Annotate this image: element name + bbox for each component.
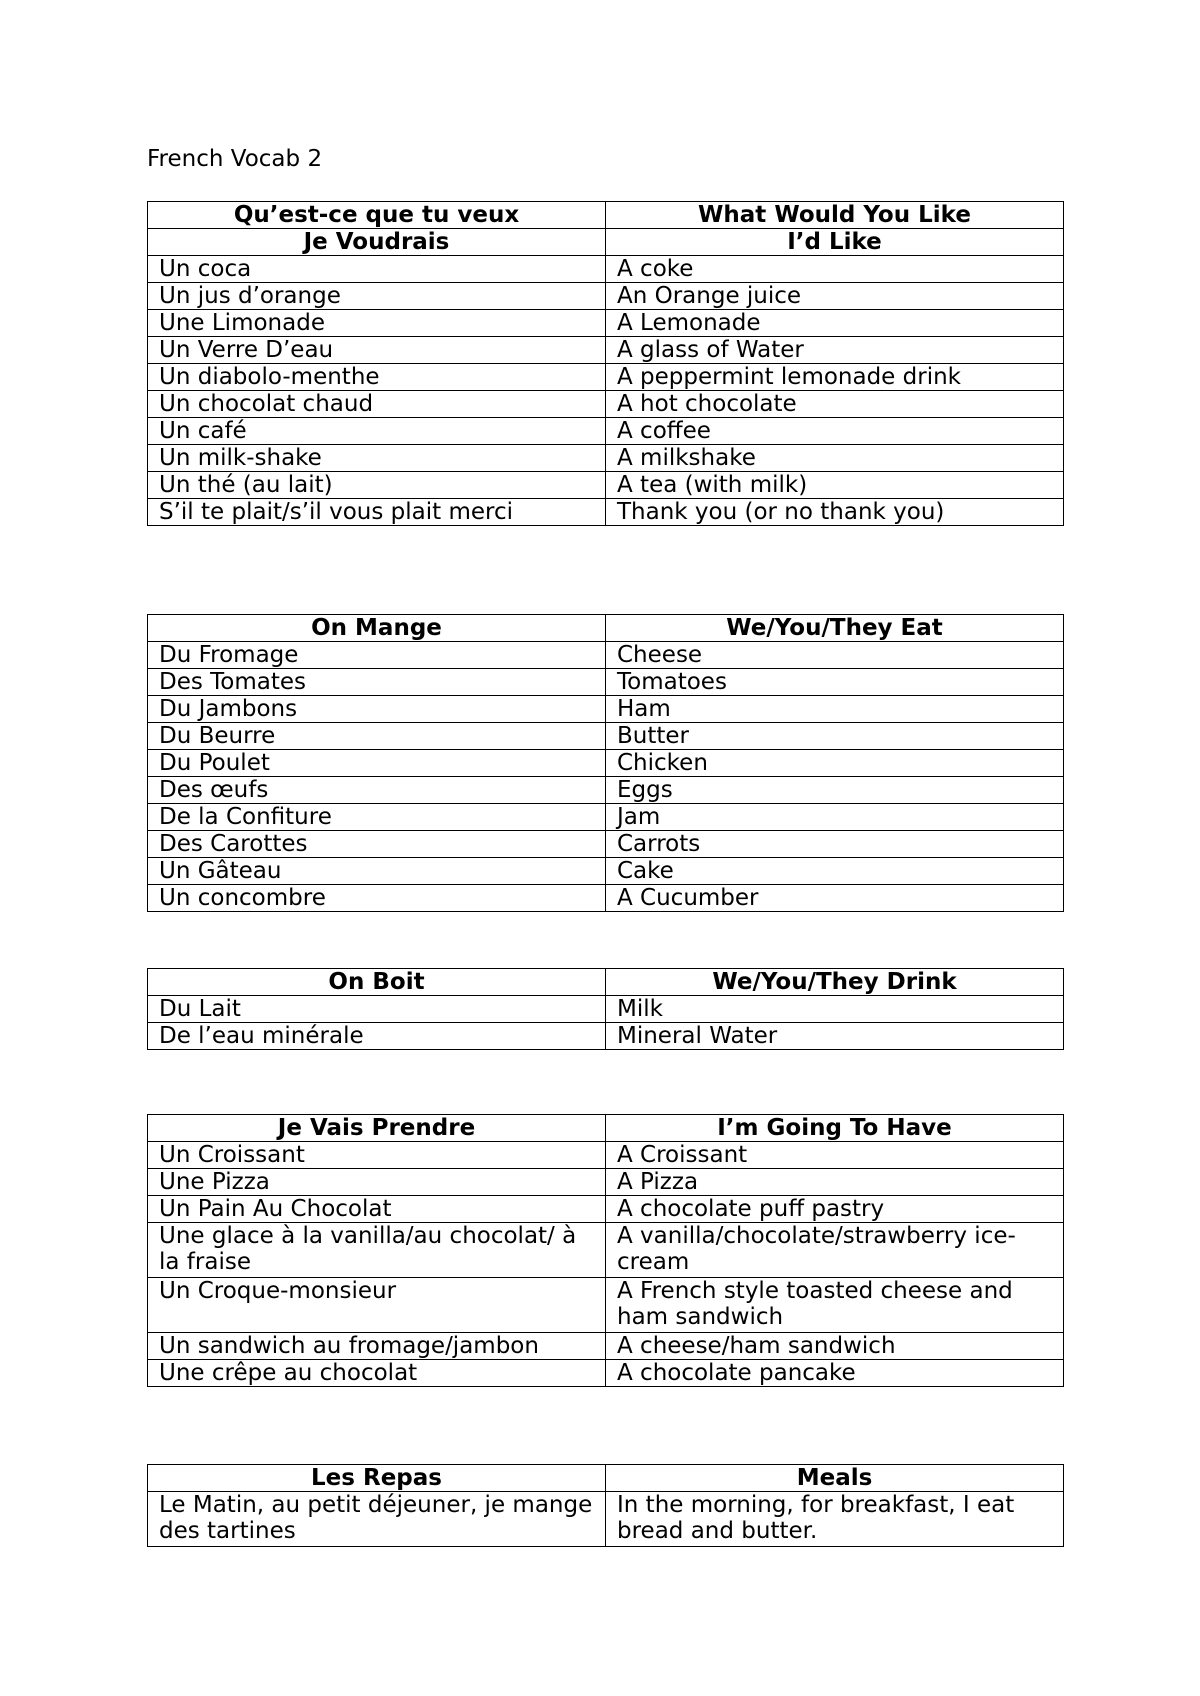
french-cell: De la Confiture [148,804,606,831]
table-row [148,310,1064,337]
page-title: French Vocab 2 [147,146,323,172]
english-cell: Chicken [606,750,1064,777]
table-row [148,1142,1064,1169]
english-cell: A French style toasted cheese and ham sandwich [606,1278,1064,1333]
english-cell: A hot chocolate [606,391,1064,418]
english-cell: Thank you (or no thank you) [606,499,1064,526]
english-cell: Ham [606,696,1064,723]
french-cell: Du Poulet [148,750,606,777]
vocab-table-drinks-order [147,201,1064,526]
french-cell: Un diabolo-menthe [148,364,606,391]
english-cell: A chocolate pancake [606,1360,1064,1387]
table-header-row [148,1465,1064,1492]
header-cell-french: Les Repas [148,1465,606,1492]
french-cell: S’il te plait/s’il vous plait merci [148,499,606,526]
french-cell: Un sandwich au fromage/jambon [148,1333,606,1360]
french-cell: Une Limonade [148,310,606,337]
vocab-table-drinks [147,968,1064,1050]
table-row [148,885,1064,912]
table-row [148,831,1064,858]
french-cell: Le Matin, au petit déjeuner, je mange des tartines [148,1492,606,1547]
english-cell: A tea (with milk) [606,472,1064,499]
table-row [148,1023,1064,1050]
table-row [148,1169,1064,1196]
table-header-row [148,202,1064,229]
header-cell-english: What Would You Like [606,202,1064,229]
table-row [148,472,1064,499]
header-cell-french: On Boit [148,969,606,996]
header-cell-french: Je Voudrais [148,229,606,256]
french-cell: Un coca [148,256,606,283]
french-cell: Un chocolat chaud [148,391,606,418]
table-header-row [148,1115,1064,1142]
header-cell-english: We/You/They Eat [606,615,1064,642]
french-cell: Du Beurre [148,723,606,750]
table-row [148,1278,1064,1333]
table-row [148,642,1064,669]
french-cell: Du Jambons [148,696,606,723]
table-row [148,499,1064,526]
english-cell: Jam [606,804,1064,831]
english-cell: A coffee [606,418,1064,445]
header-cell-english: I’d Like [606,229,1064,256]
french-cell: Des Carottes [148,831,606,858]
table-row [148,996,1064,1023]
french-cell: De l’eau minérale [148,1023,606,1050]
vocab-table-going-to-have [147,1114,1064,1387]
french-cell: Un thé (au lait) [148,472,606,499]
table-header-row [148,615,1064,642]
header-cell-french: On Mange [148,615,606,642]
table-row [148,418,1064,445]
french-cell: Du Fromage [148,642,606,669]
english-cell: A peppermint lemonade drink [606,364,1064,391]
english-cell: Tomatoes [606,669,1064,696]
header-cell-french: Qu’est-ce que tu veux [148,202,606,229]
french-cell: Des œufs [148,777,606,804]
english-cell: Cheese [606,642,1064,669]
french-cell: Une glace à la vanilla/au chocolat/ à la fraise [148,1223,606,1278]
english-cell: A glass of Water [606,337,1064,364]
english-cell: A vanilla/chocolate/strawberry ice-cream [606,1223,1064,1278]
french-cell: Un Gâteau [148,858,606,885]
french-cell: Une crêpe au chocolat [148,1360,606,1387]
vocab-table-food [147,614,1064,912]
table-row [148,696,1064,723]
english-cell: A coke [606,256,1064,283]
french-cell: Un milk-shake [148,445,606,472]
table-row [148,777,1064,804]
table-row [148,858,1064,885]
french-cell: Un Croissant [148,1142,606,1169]
french-cell: Un jus d’orange [148,283,606,310]
english-cell: In the morning, for breakfast, I eat bread and butter. [606,1492,1064,1547]
english-cell: A chocolate puff pastry [606,1196,1064,1223]
french-cell: Une Pizza [148,1169,606,1196]
table-row [148,1492,1064,1547]
english-cell: Carrots [606,831,1064,858]
table-row [148,256,1064,283]
french-cell: Un café [148,418,606,445]
table-row [148,669,1064,696]
table-row [148,1223,1064,1278]
french-cell: Un Croque-monsieur [148,1278,606,1333]
table-row [148,804,1064,831]
header-cell-english: I’m Going To Have [606,1115,1064,1142]
table-header-row [148,229,1064,256]
table-row [148,1360,1064,1387]
header-cell-english: We/You/They Drink [606,969,1064,996]
english-cell: Milk [606,996,1064,1023]
english-cell: A Croissant [606,1142,1064,1169]
french-cell: Des Tomates [148,669,606,696]
table-row [148,391,1064,418]
english-cell: An Orange juice [606,283,1064,310]
vocab-table-meals [147,1464,1064,1547]
french-cell: Un concombre [148,885,606,912]
english-cell: Cake [606,858,1064,885]
table-header-row [148,969,1064,996]
table-row [148,283,1064,310]
table-row [148,1196,1064,1223]
french-cell: Un Verre D’eau [148,337,606,364]
header-cell-french: Je Vais Prendre [148,1115,606,1142]
english-cell: Mineral Water [606,1023,1064,1050]
table-row [148,337,1064,364]
english-cell: A milkshake [606,445,1064,472]
english-cell: A Cucumber [606,885,1064,912]
french-cell: Du Lait [148,996,606,1023]
english-cell: Butter [606,723,1064,750]
english-cell: Eggs [606,777,1064,804]
table-row [148,723,1064,750]
english-cell: A Lemonade [606,310,1064,337]
table-row [148,445,1064,472]
header-cell-english: Meals [606,1465,1064,1492]
english-cell: A Pizza [606,1169,1064,1196]
english-cell: A cheese/ham sandwich [606,1333,1064,1360]
table-row [148,364,1064,391]
french-cell: Un Pain Au Chocolat [148,1196,606,1223]
table-row [148,750,1064,777]
table-row [148,1333,1064,1360]
